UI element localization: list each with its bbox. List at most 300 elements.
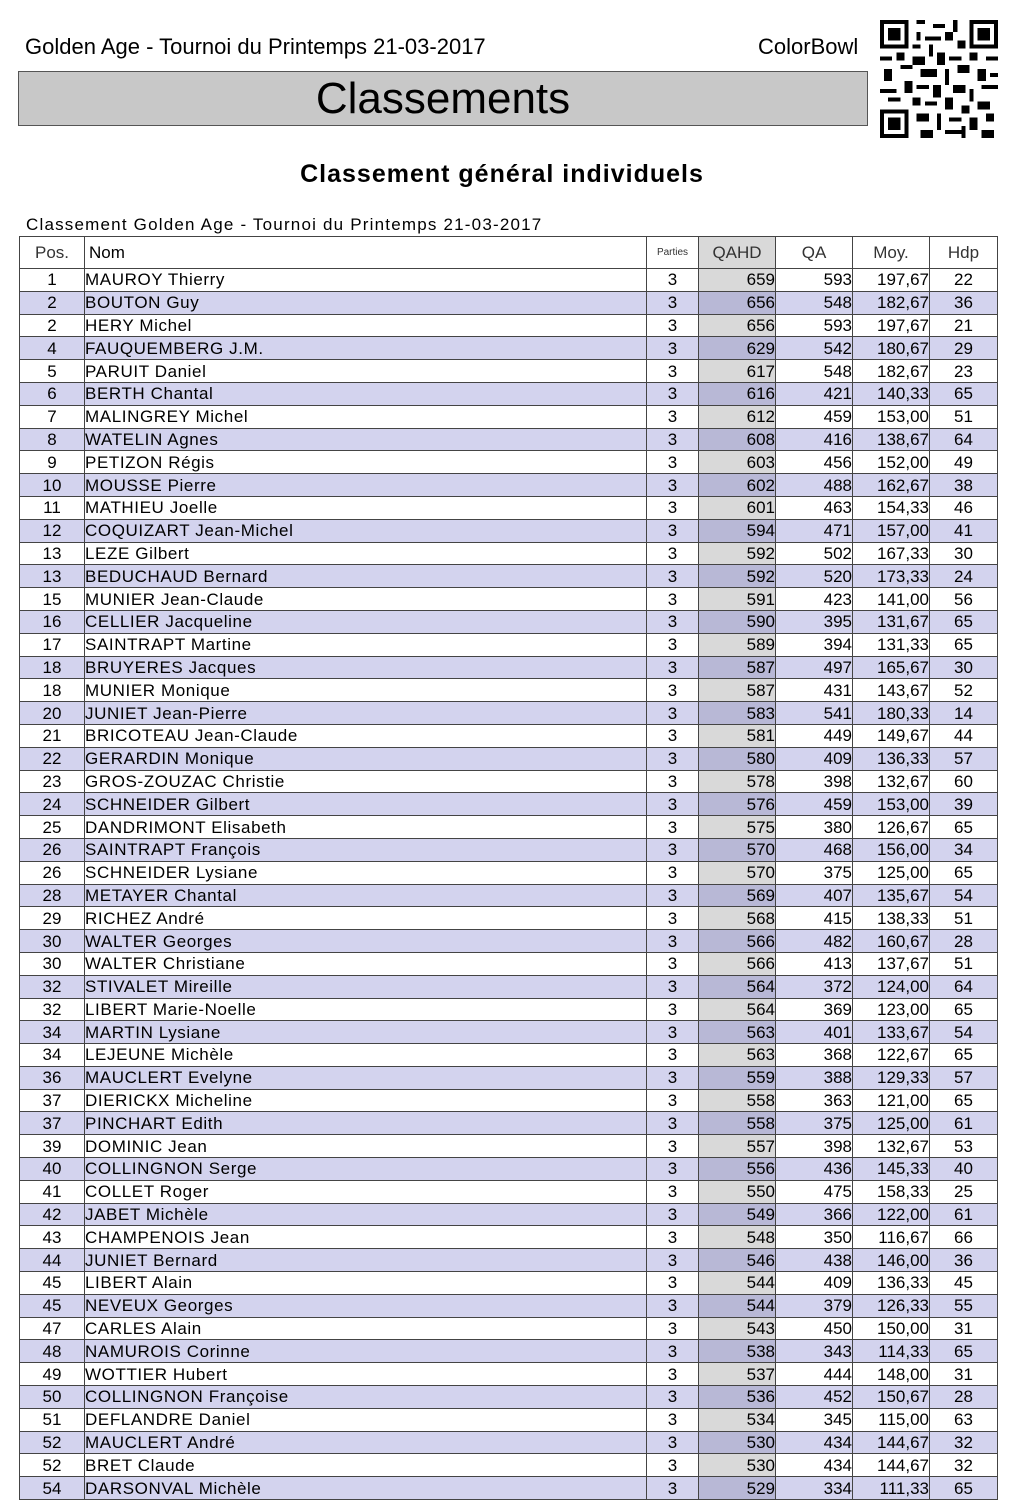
- table-row: [20, 952, 998, 975]
- cell-moy: 125,00: [853, 861, 930, 884]
- cell-nom: DIERICKX Micheline: [85, 1089, 647, 1112]
- cell-parties: 3: [647, 588, 699, 611]
- table-row: [20, 565, 998, 588]
- cell-qa: 463: [776, 496, 853, 519]
- cell-nom: STIVALET Mireille: [85, 975, 647, 998]
- cell-nom: BOUTON Guy: [85, 291, 647, 314]
- cell-parties: 3: [647, 1363, 699, 1386]
- cell-moy: 150,67: [853, 1386, 930, 1409]
- cell-nom: SCHNEIDER Gilbert: [85, 793, 647, 816]
- cell-moy: 129,33: [853, 1066, 930, 1089]
- cell-parties: 3: [647, 474, 699, 497]
- cell-parties: 3: [647, 1066, 699, 1089]
- cell-nom: PARUIT Daniel: [85, 360, 647, 383]
- cell-qahd: 616: [699, 382, 776, 405]
- cell-moy: 150,00: [853, 1317, 930, 1340]
- cell-moy: 125,00: [853, 1112, 930, 1135]
- cell-nom: JUNIET Bernard: [85, 1249, 647, 1272]
- cell-qa: 475: [776, 1180, 853, 1203]
- table-row: [20, 382, 998, 405]
- cell-hdp: 36: [930, 1249, 998, 1272]
- cell-parties: 3: [647, 975, 699, 998]
- table-row: [20, 907, 998, 930]
- table-row: [20, 702, 998, 725]
- cell-hdp: 28: [930, 930, 998, 953]
- cell-nom: MUNIER Monique: [85, 679, 647, 702]
- cell-hdp: 65: [930, 633, 998, 656]
- cell-nom: NEVEUX Georges: [85, 1294, 647, 1317]
- cell-qahd: 557: [699, 1135, 776, 1158]
- cell-qahd: 564: [699, 998, 776, 1021]
- cell-pos: 29: [20, 907, 85, 930]
- cell-qahd: 587: [699, 679, 776, 702]
- cell-hdp: 31: [930, 1317, 998, 1340]
- cell-moy: 122,67: [853, 1044, 930, 1067]
- cell-moy: 144,67: [853, 1454, 930, 1477]
- cell-parties: 3: [647, 1203, 699, 1226]
- cell-parties: 3: [647, 337, 699, 360]
- banner: [18, 71, 868, 126]
- table-row: [20, 770, 998, 793]
- cell-nom: MAUCLERT Evelyne: [85, 1066, 647, 1089]
- cell-hdp: 32: [930, 1454, 998, 1477]
- cell-parties: 3: [647, 724, 699, 747]
- cell-qa: 421: [776, 382, 853, 405]
- cell-moy: 132,67: [853, 1135, 930, 1158]
- cell-qahd: 629: [699, 337, 776, 360]
- cell-nom: PETIZON Régis: [85, 451, 647, 474]
- cell-qa: 450: [776, 1317, 853, 1340]
- cell-parties: 3: [647, 1180, 699, 1203]
- cell-moy: 152,00: [853, 451, 930, 474]
- cell-pos: 6: [20, 382, 85, 405]
- cell-hdp: 66: [930, 1226, 998, 1249]
- cell-moy: 126,67: [853, 816, 930, 839]
- cell-qahd: 570: [699, 861, 776, 884]
- cell-moy: 131,67: [853, 610, 930, 633]
- cell-qa: 409: [776, 1272, 853, 1295]
- cell-hdp: 39: [930, 793, 998, 816]
- cell-moy: 140,33: [853, 382, 930, 405]
- cell-nom: NAMUROIS Corinne: [85, 1340, 647, 1363]
- cell-parties: 3: [647, 269, 699, 292]
- cell-pos: 30: [20, 930, 85, 953]
- table-row: [20, 291, 998, 314]
- cell-pos: 51: [20, 1408, 85, 1431]
- cell-qahd: 591: [699, 588, 776, 611]
- table-row: [20, 451, 998, 474]
- cell-pos: 1: [20, 269, 85, 292]
- document-title: Golden Age - Tournoi du Printemps 21-03-2017: [25, 34, 486, 59]
- cell-moy: 137,67: [853, 952, 930, 975]
- table-row: [20, 1272, 998, 1295]
- table-row: [20, 884, 998, 907]
- cell-qahd: 581: [699, 724, 776, 747]
- cell-qahd: 558: [699, 1089, 776, 1112]
- cell-hdp: 22: [930, 269, 998, 292]
- table-body: [20, 269, 998, 1500]
- cell-qahd: 589: [699, 633, 776, 656]
- cell-nom: COQUIZART Jean-Michel: [85, 519, 647, 542]
- cell-qahd: 578: [699, 770, 776, 793]
- cell-qahd: 546: [699, 1249, 776, 1272]
- cell-hdp: 49: [930, 451, 998, 474]
- cell-pos: 11: [20, 496, 85, 519]
- cell-moy: 115,00: [853, 1408, 930, 1431]
- table-row: [20, 633, 998, 656]
- cell-qahd: 568: [699, 907, 776, 930]
- cell-hdp: 32: [930, 1431, 998, 1454]
- cell-hdp: 31: [930, 1363, 998, 1386]
- cell-qa: 468: [776, 838, 853, 861]
- cell-parties: 3: [647, 1112, 699, 1135]
- cell-pos: 49: [20, 1363, 85, 1386]
- cell-qahd: 550: [699, 1180, 776, 1203]
- cell-parties: 3: [647, 519, 699, 542]
- cell-nom: WALTER Georges: [85, 930, 647, 953]
- cell-moy: 138,67: [853, 428, 930, 451]
- cell-parties: 3: [647, 907, 699, 930]
- table-row: [20, 1158, 998, 1181]
- table-row: [20, 861, 998, 884]
- cell-qa: 542: [776, 337, 853, 360]
- cell-hdp: 63: [930, 1408, 998, 1431]
- cell-pos: 50: [20, 1386, 85, 1409]
- cell-parties: 3: [647, 1158, 699, 1181]
- cell-parties: 3: [647, 793, 699, 816]
- cell-hdp: 34: [930, 838, 998, 861]
- cell-qahd: 564: [699, 975, 776, 998]
- cell-qahd: 537: [699, 1363, 776, 1386]
- cell-parties: 3: [647, 496, 699, 519]
- cell-nom: DOMINIC Jean: [85, 1135, 647, 1158]
- cell-nom: LIBERT Alain: [85, 1272, 647, 1295]
- cell-parties: 3: [647, 1386, 699, 1409]
- cell-nom: BRET Claude: [85, 1454, 647, 1477]
- cell-nom: DEFLANDRE Daniel: [85, 1408, 647, 1431]
- cell-qahd: 538: [699, 1340, 776, 1363]
- cell-qahd: 576: [699, 793, 776, 816]
- table-row: [20, 1112, 998, 1135]
- cell-parties: 3: [647, 1249, 699, 1272]
- cell-nom: MAUROY Thierry: [85, 269, 647, 292]
- cell-qahd: 570: [699, 838, 776, 861]
- cell-moy: 136,33: [853, 747, 930, 770]
- cell-nom: BRUYERES Jacques: [85, 656, 647, 679]
- cell-nom: MARTIN Lysiane: [85, 1021, 647, 1044]
- table-header-row: [20, 237, 998, 269]
- cell-qahd: 569: [699, 884, 776, 907]
- cell-nom: BERTH Chantal: [85, 382, 647, 405]
- cell-moy: 121,00: [853, 1089, 930, 1112]
- cell-moy: 153,00: [853, 405, 930, 428]
- cell-qa: 459: [776, 405, 853, 428]
- cell-pos: 4: [20, 337, 85, 360]
- cell-hdp: 51: [930, 405, 998, 428]
- cell-nom: CHAMPENOIS Jean: [85, 1226, 647, 1249]
- table-row: [20, 1066, 998, 1089]
- cell-pos: 36: [20, 1066, 85, 1089]
- cell-pos: 41: [20, 1180, 85, 1203]
- table-row: [20, 360, 998, 383]
- cell-nom: COLLET Roger: [85, 1180, 647, 1203]
- cell-nom: DANDRIMONT Elisabeth: [85, 816, 647, 839]
- cell-qahd: 566: [699, 952, 776, 975]
- cell-moy: 144,67: [853, 1431, 930, 1454]
- cell-hdp: 61: [930, 1112, 998, 1135]
- cell-qahd: 587: [699, 656, 776, 679]
- cell-qa: 497: [776, 656, 853, 679]
- cell-pos: 48: [20, 1340, 85, 1363]
- cell-moy: 132,67: [853, 770, 930, 793]
- cell-parties: 3: [647, 542, 699, 565]
- cell-moy: 149,67: [853, 724, 930, 747]
- cell-qa: 444: [776, 1363, 853, 1386]
- column-header-hdp: Hdp: [930, 237, 998, 269]
- table-row: [20, 747, 998, 770]
- cell-nom: METAYER Chantal: [85, 884, 647, 907]
- table-row: [20, 1408, 998, 1431]
- column-header-nom: Nom: [85, 237, 647, 269]
- cell-qahd: 558: [699, 1112, 776, 1135]
- cell-moy: 122,00: [853, 1203, 930, 1226]
- table-row: [20, 610, 998, 633]
- table-row: [20, 1226, 998, 1249]
- cell-nom: DARSONVAL Michèle: [85, 1477, 647, 1500]
- cell-qahd: 617: [699, 360, 776, 383]
- cell-parties: 3: [647, 1294, 699, 1317]
- cell-nom: MOUSSE Pierre: [85, 474, 647, 497]
- cell-parties: 3: [647, 633, 699, 656]
- table-row: [20, 1386, 998, 1409]
- cell-parties: 3: [647, 1044, 699, 1067]
- cell-nom: MUNIER Jean-Claude: [85, 588, 647, 611]
- table-row: [20, 998, 998, 1021]
- table-row: [20, 314, 998, 337]
- cell-hdp: 65: [930, 1340, 998, 1363]
- cell-parties: 3: [647, 702, 699, 725]
- cell-moy: 157,00: [853, 519, 930, 542]
- cell-pos: 18: [20, 679, 85, 702]
- cell-qa: 379: [776, 1294, 853, 1317]
- cell-qa: 459: [776, 793, 853, 816]
- cell-parties: 3: [647, 747, 699, 770]
- cell-moy: 180,33: [853, 702, 930, 725]
- cell-pos: 28: [20, 884, 85, 907]
- cell-moy: 123,00: [853, 998, 930, 1021]
- cell-pos: 52: [20, 1431, 85, 1454]
- column-header-moy: Moy.: [853, 237, 930, 269]
- cell-qahd: 612: [699, 405, 776, 428]
- cell-qa: 431: [776, 679, 853, 702]
- cell-hdp: 51: [930, 952, 998, 975]
- table-row: [20, 930, 998, 953]
- cell-parties: 3: [647, 1021, 699, 1044]
- cell-moy: 146,00: [853, 1249, 930, 1272]
- cell-hdp: 65: [930, 861, 998, 884]
- cell-qahd: 608: [699, 428, 776, 451]
- cell-hdp: 57: [930, 1066, 998, 1089]
- cell-pos: 54: [20, 1477, 85, 1500]
- table-row: [20, 793, 998, 816]
- table-row: [20, 1203, 998, 1226]
- cell-nom: WOTTIER Hubert: [85, 1363, 647, 1386]
- cell-pos: 40: [20, 1158, 85, 1181]
- cell-qahd: 566: [699, 930, 776, 953]
- table-row: [20, 1044, 998, 1067]
- cell-qahd: 601: [699, 496, 776, 519]
- cell-moy: 153,00: [853, 793, 930, 816]
- cell-hdp: 30: [930, 656, 998, 679]
- cell-qahd: 548: [699, 1226, 776, 1249]
- cell-pos: 18: [20, 656, 85, 679]
- cell-parties: 3: [647, 360, 699, 383]
- cell-parties: 3: [647, 1408, 699, 1431]
- table-row: [20, 679, 998, 702]
- cell-nom: LEZE Gilbert: [85, 542, 647, 565]
- column-header-qahd: QAHD: [699, 237, 776, 269]
- cell-qa: 434: [776, 1431, 853, 1454]
- table-row: [20, 542, 998, 565]
- cell-moy: 180,67: [853, 337, 930, 360]
- cell-qahd: 549: [699, 1203, 776, 1226]
- cell-pos: 32: [20, 998, 85, 1021]
- cell-qa: 388: [776, 1066, 853, 1089]
- cell-qa: 520: [776, 565, 853, 588]
- cell-nom: JUNIET Jean-Pierre: [85, 702, 647, 725]
- cell-qahd: 656: [699, 291, 776, 314]
- cell-moy: 182,67: [853, 291, 930, 314]
- cell-pos: 26: [20, 861, 85, 884]
- cell-moy: 197,67: [853, 269, 930, 292]
- cell-pos: 2: [20, 314, 85, 337]
- cell-pos: 10: [20, 474, 85, 497]
- cell-nom: FAUQUEMBERG J.M.: [85, 337, 647, 360]
- cell-nom: MATHIEU Joelle: [85, 496, 647, 519]
- cell-qa: 369: [776, 998, 853, 1021]
- cell-pos: 52: [20, 1454, 85, 1477]
- cell-moy: 131,33: [853, 633, 930, 656]
- cell-qahd: 544: [699, 1272, 776, 1295]
- cell-pos: 5: [20, 360, 85, 383]
- cell-parties: 3: [647, 314, 699, 337]
- cell-qa: 541: [776, 702, 853, 725]
- cell-hdp: 21: [930, 314, 998, 337]
- cell-qahd: 575: [699, 816, 776, 839]
- cell-nom: JABET Michèle: [85, 1203, 647, 1226]
- cell-nom: LEJEUNE Michèle: [85, 1044, 647, 1067]
- cell-hdp: 52: [930, 679, 998, 702]
- table-row: [20, 337, 998, 360]
- cell-qa: 366: [776, 1203, 853, 1226]
- cell-hdp: 65: [930, 382, 998, 405]
- cell-pos: 13: [20, 565, 85, 588]
- cell-qa: 375: [776, 861, 853, 884]
- cell-hdp: 54: [930, 884, 998, 907]
- cell-parties: 3: [647, 679, 699, 702]
- cell-moy: 167,33: [853, 542, 930, 565]
- column-header-parties: Parties: [647, 237, 699, 269]
- cell-qa: 409: [776, 747, 853, 770]
- cell-pos: 7: [20, 405, 85, 428]
- table-row: [20, 1363, 998, 1386]
- cell-pos: 37: [20, 1089, 85, 1112]
- cell-pos: 23: [20, 770, 85, 793]
- table-row: [20, 975, 998, 998]
- cell-hdp: 24: [930, 565, 998, 588]
- table-row: [20, 496, 998, 519]
- cell-hdp: 53: [930, 1135, 998, 1158]
- cell-parties: 3: [647, 382, 699, 405]
- table-row: [20, 816, 998, 839]
- cell-qa: 548: [776, 291, 853, 314]
- cell-pos: 15: [20, 588, 85, 611]
- table-row: [20, 588, 998, 611]
- cell-pos: 45: [20, 1294, 85, 1317]
- cell-hdp: 28: [930, 1386, 998, 1409]
- cell-qa: 502: [776, 542, 853, 565]
- cell-moy: 162,67: [853, 474, 930, 497]
- cell-pos: 26: [20, 838, 85, 861]
- cell-moy: 126,33: [853, 1294, 930, 1317]
- table-row: [20, 1340, 998, 1363]
- cell-qa: 398: [776, 770, 853, 793]
- cell-qa: 413: [776, 952, 853, 975]
- table-row: [20, 1249, 998, 1272]
- cell-nom: LIBERT Marie-Noelle: [85, 998, 647, 1021]
- table-row: [20, 1294, 998, 1317]
- cell-nom: GERARDIN Monique: [85, 747, 647, 770]
- cell-qahd: 530: [699, 1454, 776, 1477]
- cell-qa: 416: [776, 428, 853, 451]
- cell-qa: 372: [776, 975, 853, 998]
- cell-moy: 156,00: [853, 838, 930, 861]
- cell-pos: 17: [20, 633, 85, 656]
- cell-qa: 449: [776, 724, 853, 747]
- cell-moy: 133,67: [853, 1021, 930, 1044]
- cell-parties: 3: [647, 565, 699, 588]
- cell-qa: 482: [776, 930, 853, 953]
- cell-qa: 363: [776, 1089, 853, 1112]
- cell-pos: 16: [20, 610, 85, 633]
- cell-pos: 30: [20, 952, 85, 975]
- cell-moy: 135,67: [853, 884, 930, 907]
- table-row: [20, 405, 998, 428]
- cell-parties: 3: [647, 838, 699, 861]
- cell-hdp: 14: [930, 702, 998, 725]
- cell-qa: 436: [776, 1158, 853, 1181]
- cell-moy: 143,67: [853, 679, 930, 702]
- cell-moy: 158,33: [853, 1180, 930, 1203]
- cell-pos: 21: [20, 724, 85, 747]
- cell-hdp: 36: [930, 291, 998, 314]
- table-row: [20, 656, 998, 679]
- cell-hdp: 46: [930, 496, 998, 519]
- cell-pos: 24: [20, 793, 85, 816]
- cell-moy: 148,00: [853, 1363, 930, 1386]
- cell-qahd: 534: [699, 1408, 776, 1431]
- cell-parties: 3: [647, 1477, 699, 1500]
- cell-nom: WALTER Christiane: [85, 952, 647, 975]
- cell-qa: 456: [776, 451, 853, 474]
- cell-parties: 3: [647, 1089, 699, 1112]
- cell-parties: 3: [647, 1226, 699, 1249]
- cell-qa: 395: [776, 610, 853, 633]
- cell-parties: 3: [647, 861, 699, 884]
- cell-pos: 12: [20, 519, 85, 542]
- cell-parties: 3: [647, 451, 699, 474]
- cell-pos: 44: [20, 1249, 85, 1272]
